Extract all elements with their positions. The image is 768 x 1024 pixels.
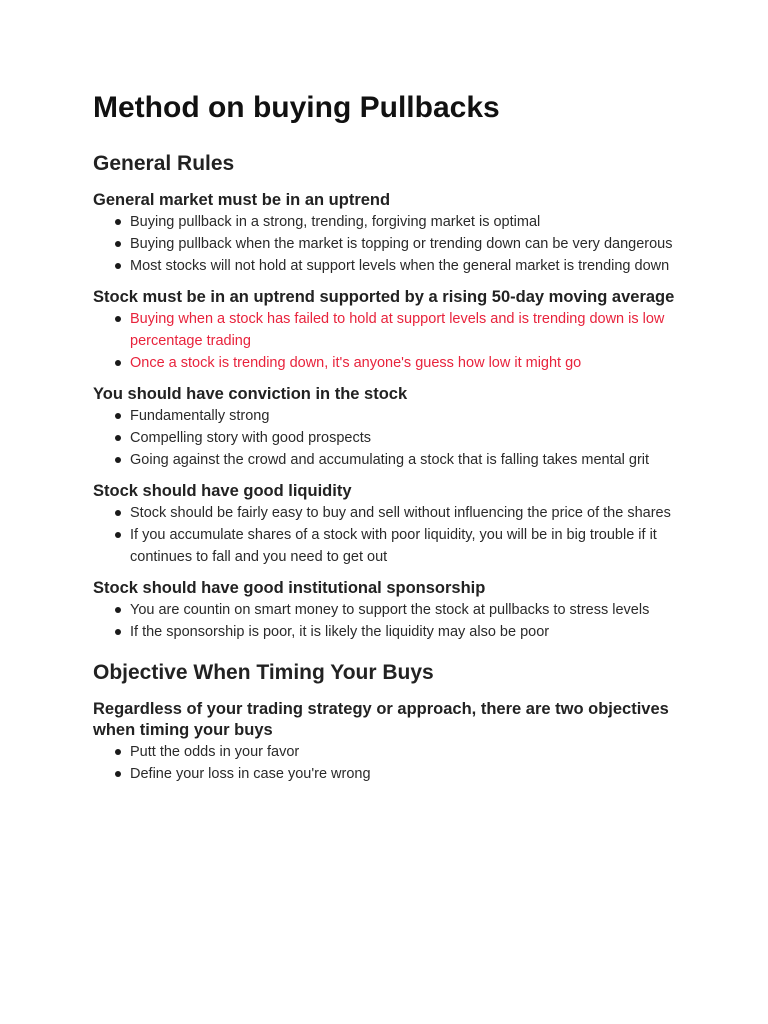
list-item: Going against the crowd and accumulating a stock that is falling takes mental grit bbox=[130, 449, 678, 471]
bullet-icon bbox=[115, 749, 121, 755]
subsection-heading: Stock must be in an uptrend supported by a rising 50-day moving average bbox=[93, 288, 675, 306]
section-heading-objective: Objective When Timing Your Buys bbox=[93, 661, 434, 684]
bullet-icon bbox=[115, 510, 121, 516]
list-item: Most stocks will not hold at support levels when the general market is trending down bbox=[130, 255, 678, 277]
section-heading-general-rules: General Rules bbox=[93, 152, 235, 175]
bullet-list bbox=[93, 211, 678, 277]
bullet-icon bbox=[115, 219, 121, 225]
list-item: If you accumulate shares of a stock with poor liquidity, you will be in big trouble if it continues to fall and you need to get out bbox=[130, 524, 678, 568]
bullet-icon bbox=[115, 532, 121, 538]
subsection-two-objectives bbox=[93, 699, 678, 785]
bullet-icon bbox=[115, 771, 121, 777]
page-title: Method on buying Pullbacks bbox=[93, 91, 500, 124]
list-item: You are countin on smart money to support the stock at pullbacks to stress levels bbox=[130, 599, 678, 621]
list-item: Compelling story with good prospects bbox=[130, 427, 678, 449]
bullet-icon bbox=[115, 457, 121, 463]
list-item-highlighted: Buying when a stock has failed to hold at support levels and is trending down is low percentage trading bbox=[130, 308, 678, 352]
bullet-icon bbox=[115, 263, 121, 269]
subsection-stock-uptrend bbox=[93, 287, 678, 374]
subsection-conviction bbox=[93, 384, 678, 471]
list-item: Buying pullback when the market is topping or trending down can be very dangerous bbox=[130, 233, 678, 255]
bullet-icon bbox=[115, 607, 121, 613]
bullet-list bbox=[93, 741, 678, 785]
bullet-icon bbox=[115, 435, 121, 441]
document-content bbox=[93, 88, 678, 795]
list-item: If the sponsorship is poor, it is likely the liquidity may also be poor bbox=[130, 621, 678, 643]
subsection-sponsorship bbox=[93, 578, 678, 643]
list-item: Buying pullback in a strong, trending, forgiving market is optimal bbox=[130, 211, 678, 233]
bullet-list bbox=[93, 502, 678, 568]
list-item: Fundamentally strong bbox=[130, 405, 678, 427]
subsection-liquidity bbox=[93, 481, 678, 568]
bullet-icon bbox=[115, 241, 121, 247]
subsection-heading: You should have conviction in the stock bbox=[93, 385, 408, 403]
list-item: Define your loss in case you're wrong bbox=[130, 763, 678, 785]
bullet-list bbox=[93, 599, 678, 643]
list-item: Stock should be fairly easy to buy and sell without influencing the price of the shares bbox=[130, 502, 678, 524]
bullet-list bbox=[93, 308, 678, 374]
subsection-market-uptrend bbox=[93, 190, 678, 277]
subsection-heading: Regardless of your trading strategy or approach, there are two objectives when timing your buys bbox=[93, 700, 669, 739]
bullet-icon bbox=[115, 413, 121, 419]
subsection-heading: Stock should have good institutional sponsorship bbox=[93, 579, 486, 597]
subsection-heading: Stock should have good liquidity bbox=[93, 482, 352, 500]
bullet-icon bbox=[115, 629, 121, 635]
bullet-icon bbox=[115, 316, 121, 322]
list-item: Putt the odds in your favor bbox=[130, 741, 678, 763]
list-item-highlighted: Once a stock is trending down, it's anyone's guess how low it might go bbox=[130, 352, 678, 374]
bullet-icon bbox=[115, 360, 121, 366]
subsection-heading: General market must be in an uptrend bbox=[93, 191, 391, 209]
bullet-list bbox=[93, 405, 678, 471]
